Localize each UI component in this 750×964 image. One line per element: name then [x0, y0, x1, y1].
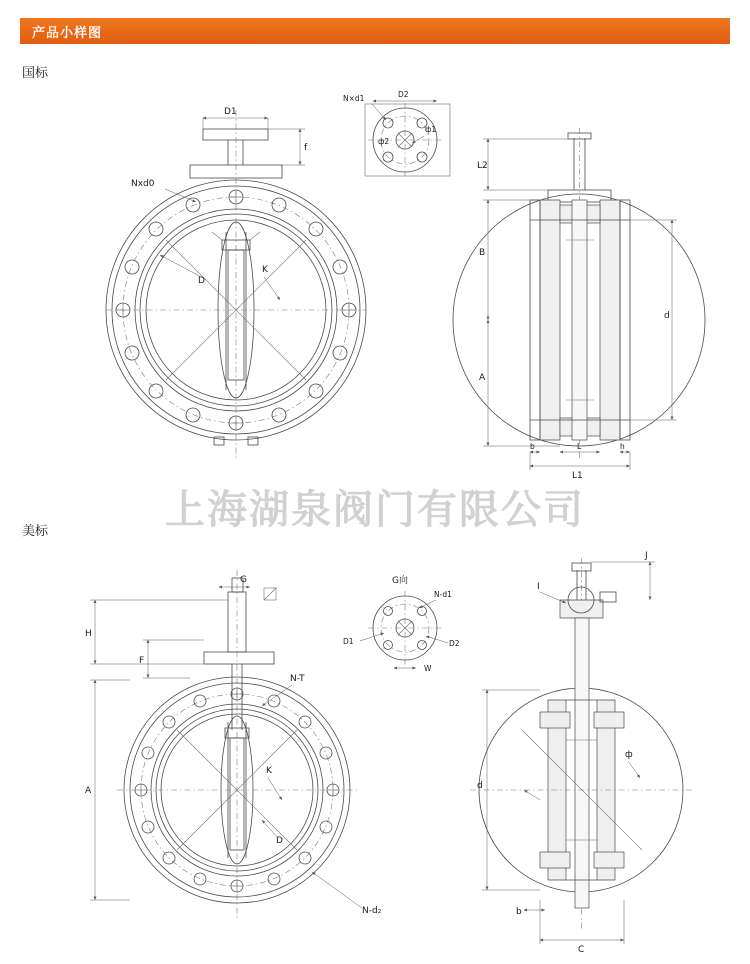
svg-text:W: W	[424, 664, 432, 673]
section-label-gb: 国标	[22, 66, 49, 81]
svg-text:ф: ф	[625, 750, 633, 760]
us-top-view	[343, 574, 460, 673]
gb-side-view	[453, 128, 705, 481]
svg-text:A: A	[85, 786, 92, 796]
svg-text:h: h	[620, 442, 625, 451]
us-side-view	[470, 551, 692, 955]
svg-text:Nxd0: Nxd0	[131, 179, 155, 189]
svg-text:d: d	[664, 311, 670, 321]
svg-text:K: K	[262, 265, 268, 275]
svg-text:H: H	[85, 629, 92, 639]
svg-text:N-T: N-T	[290, 674, 305, 684]
svg-text:F: F	[139, 656, 145, 666]
svg-text:A: A	[479, 373, 486, 383]
svg-text:D: D	[198, 276, 205, 286]
svg-text:L1: L1	[572, 471, 583, 481]
us-front-view	[85, 570, 382, 920]
watermark-text: 上海湖泉阀门有限公司	[165, 487, 585, 533]
svg-text:b: b	[516, 907, 522, 917]
svg-text:D1: D1	[343, 637, 354, 646]
svg-text:G向: G向	[392, 576, 408, 586]
svg-text:L2: L2	[477, 161, 488, 171]
gb-front-view	[106, 107, 366, 460]
svg-text:D: D	[276, 836, 283, 846]
svg-text:ф2: ф2	[378, 137, 390, 146]
svg-text:ф1: ф1	[425, 125, 437, 134]
svg-text:D2: D2	[398, 90, 409, 99]
gb-top-view	[343, 90, 450, 177]
svg-text:f: f	[304, 143, 308, 153]
svg-text:I: I	[537, 582, 540, 592]
header-title: 产品小样图	[32, 26, 103, 41]
svg-text:J: J	[645, 551, 648, 561]
svg-text:D2: D2	[449, 639, 460, 648]
svg-text:L: L	[577, 442, 582, 451]
svg-text:G: G	[240, 575, 247, 585]
svg-text:K: K	[266, 766, 272, 776]
svg-text:C: C	[578, 945, 585, 955]
svg-text:b: b	[530, 442, 535, 451]
svg-text:N-d1: N-d1	[434, 590, 452, 599]
svg-text:B: B	[479, 248, 486, 258]
svg-text:d: d	[477, 781, 483, 791]
svg-text:D1: D1	[224, 107, 237, 117]
section-label-mb: 美标	[22, 524, 49, 539]
svg-text:N-d₂: N-d₂	[362, 906, 382, 916]
svg-text:N×d1: N×d1	[343, 94, 365, 103]
